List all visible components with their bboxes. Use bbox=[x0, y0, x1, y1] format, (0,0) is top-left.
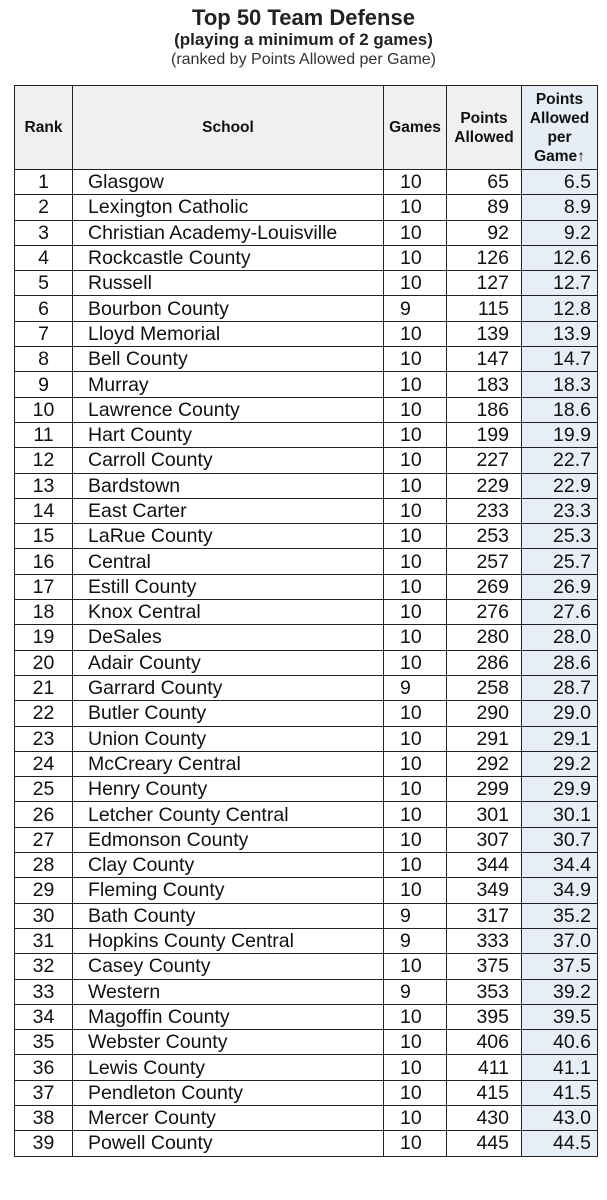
points-per-game-cell: 28.6 bbox=[522, 650, 598, 675]
school-cell: Central bbox=[73, 549, 384, 574]
table-row[interactable] bbox=[15, 524, 598, 549]
table-row[interactable] bbox=[15, 827, 598, 852]
points-per-game-cell: 34.4 bbox=[522, 853, 598, 878]
table-row[interactable] bbox=[15, 979, 598, 1004]
rank-cell: 30 bbox=[15, 903, 73, 928]
games-cell: 10 bbox=[384, 954, 447, 979]
points-per-game-cell: 26.9 bbox=[522, 574, 598, 599]
rank-cell: 38 bbox=[15, 1105, 73, 1130]
points-per-game-cell: 39.5 bbox=[522, 1004, 598, 1029]
column-header-rank[interactable]: Rank bbox=[15, 86, 73, 170]
school-cell: Carroll County bbox=[73, 448, 384, 473]
school-cell: Pendleton County bbox=[73, 1080, 384, 1105]
games-cell: 9 bbox=[384, 979, 447, 1004]
table-row[interactable] bbox=[15, 321, 598, 346]
points-allowed-cell: 411 bbox=[447, 1055, 522, 1080]
points-per-game-cell: 14.7 bbox=[522, 347, 598, 372]
rank-cell: 16 bbox=[15, 549, 73, 574]
rank-cell: 5 bbox=[15, 271, 73, 296]
games-cell: 10 bbox=[384, 220, 447, 245]
points-per-game-cell: 41.1 bbox=[522, 1055, 598, 1080]
points-per-game-cell: 29.9 bbox=[522, 777, 598, 802]
school-cell: Mercer County bbox=[73, 1105, 384, 1130]
points-per-game-cell: 30.1 bbox=[522, 802, 598, 827]
school-cell: Lawrence County bbox=[73, 397, 384, 422]
points-per-game-cell: 9.2 bbox=[522, 220, 598, 245]
rank-cell: 1 bbox=[15, 170, 73, 195]
school-cell: Adair County bbox=[73, 650, 384, 675]
rank-cell: 19 bbox=[15, 625, 73, 650]
points-per-game-cell: 35.2 bbox=[522, 903, 598, 928]
games-cell: 10 bbox=[384, 170, 447, 195]
table-row[interactable] bbox=[15, 498, 598, 523]
rank-cell: 21 bbox=[15, 675, 73, 700]
points-allowed-cell: 375 bbox=[447, 954, 522, 979]
table-row[interactable] bbox=[15, 448, 598, 473]
games-cell: 10 bbox=[384, 1030, 447, 1055]
points-per-game-cell: 29.0 bbox=[522, 701, 598, 726]
rank-cell: 36 bbox=[15, 1055, 73, 1080]
games-cell: 10 bbox=[384, 878, 447, 903]
table-row[interactable] bbox=[15, 372, 598, 397]
rank-cell: 22 bbox=[15, 701, 73, 726]
points-allowed-cell: 406 bbox=[447, 1030, 522, 1055]
defense-table bbox=[14, 85, 598, 1157]
points-allowed-cell: 65 bbox=[447, 170, 522, 195]
games-cell: 10 bbox=[384, 853, 447, 878]
points-allowed-cell: 147 bbox=[447, 347, 522, 372]
rank-cell: 20 bbox=[15, 650, 73, 675]
points-per-game-cell: 18.6 bbox=[522, 397, 598, 422]
points-allowed-cell: 415 bbox=[447, 1080, 522, 1105]
column-header-points-allowed[interactable]: Points Allowed bbox=[447, 86, 522, 170]
games-cell: 10 bbox=[384, 827, 447, 852]
school-cell: Union County bbox=[73, 726, 384, 751]
points-per-game-cell: 6.5 bbox=[522, 170, 598, 195]
ranking-note: (ranked by Points Allowed per Game) bbox=[170, 51, 436, 68]
games-cell: 10 bbox=[384, 701, 447, 726]
points-per-game-cell: 12.6 bbox=[522, 245, 598, 270]
table-row[interactable] bbox=[15, 1004, 598, 1029]
table-row[interactable] bbox=[15, 473, 598, 498]
table-row[interactable] bbox=[15, 245, 598, 270]
rank-cell: 35 bbox=[15, 1030, 73, 1055]
games-cell: 10 bbox=[384, 1080, 447, 1105]
games-cell: 10 bbox=[384, 271, 447, 296]
games-cell: 10 bbox=[384, 1004, 447, 1029]
points-per-game-cell: 12.7 bbox=[522, 271, 598, 296]
table-row[interactable] bbox=[15, 1030, 598, 1055]
games-cell: 10 bbox=[384, 751, 447, 776]
games-cell: 10 bbox=[384, 524, 447, 549]
school-cell: Butler County bbox=[73, 701, 384, 726]
points-per-game-cell: 25.7 bbox=[522, 549, 598, 574]
games-cell: 10 bbox=[384, 1105, 447, 1130]
games-cell: 10 bbox=[384, 422, 447, 447]
column-header-games[interactable]: Games bbox=[384, 86, 447, 170]
rank-cell: 33 bbox=[15, 979, 73, 1004]
points-per-game-cell: 28.7 bbox=[522, 675, 598, 700]
table-row[interactable] bbox=[15, 1131, 598, 1156]
table-row[interactable] bbox=[15, 853, 598, 878]
table-row[interactable] bbox=[15, 549, 598, 574]
school-cell: Bell County bbox=[73, 347, 384, 372]
school-cell: Fleming County bbox=[73, 878, 384, 903]
school-cell: Casey County bbox=[73, 954, 384, 979]
rank-cell: 31 bbox=[15, 928, 73, 953]
table-row[interactable] bbox=[15, 650, 598, 675]
games-cell: 9 bbox=[384, 903, 447, 928]
table-row[interactable] bbox=[15, 878, 598, 903]
games-cell: 10 bbox=[384, 625, 447, 650]
points-allowed-cell: 199 bbox=[447, 422, 522, 447]
rank-cell: 9 bbox=[15, 372, 73, 397]
school-cell: Lexington Catholic bbox=[73, 195, 384, 220]
table-row[interactable] bbox=[15, 347, 598, 372]
rank-cell: 15 bbox=[15, 524, 73, 549]
table-row[interactable] bbox=[15, 170, 598, 195]
points-per-game-cell: 37.0 bbox=[522, 928, 598, 953]
school-cell: DeSales bbox=[73, 625, 384, 650]
points-per-game-cell: 25.3 bbox=[522, 524, 598, 549]
games-cell: 9 bbox=[384, 675, 447, 700]
table-body bbox=[15, 170, 598, 1157]
table-row[interactable] bbox=[15, 802, 598, 827]
school-cell: Webster County bbox=[73, 1030, 384, 1055]
points-allowed-cell: 430 bbox=[447, 1105, 522, 1130]
table-row[interactable] bbox=[15, 675, 598, 700]
school-cell: LaRue County bbox=[73, 524, 384, 549]
rank-cell: 3 bbox=[15, 220, 73, 245]
table-row[interactable] bbox=[15, 220, 598, 245]
school-cell: McCreary Central bbox=[73, 751, 384, 776]
rank-cell: 10 bbox=[15, 397, 73, 422]
rank-cell: 8 bbox=[15, 347, 73, 372]
points-per-game-cell: 29.1 bbox=[522, 726, 598, 751]
rank-cell: 39 bbox=[15, 1131, 73, 1156]
points-allowed-cell: 301 bbox=[447, 802, 522, 827]
rank-cell: 27 bbox=[15, 827, 73, 852]
school-cell: Russell bbox=[73, 271, 384, 296]
rank-cell: 7 bbox=[15, 321, 73, 346]
school-cell: East Carter bbox=[73, 498, 384, 523]
table-row[interactable] bbox=[15, 751, 598, 776]
games-cell: 10 bbox=[384, 1055, 447, 1080]
table-row[interactable] bbox=[15, 928, 598, 953]
sort-ascending-icon[interactable]: ↑ bbox=[577, 147, 585, 165]
rank-cell: 11 bbox=[15, 422, 73, 447]
points-per-game-cell: 40.6 bbox=[522, 1030, 598, 1055]
points-allowed-cell: 292 bbox=[447, 751, 522, 776]
school-cell: Bath County bbox=[73, 903, 384, 928]
points-per-game-cell: 19.9 bbox=[522, 422, 598, 447]
school-cell: Western bbox=[73, 979, 384, 1004]
rank-cell: 32 bbox=[15, 954, 73, 979]
school-cell: Hart County bbox=[73, 422, 384, 447]
table-header bbox=[15, 86, 598, 170]
points-per-game-cell: 8.9 bbox=[522, 195, 598, 220]
school-cell: Lewis County bbox=[73, 1055, 384, 1080]
points-per-game-cell: 28.0 bbox=[522, 625, 598, 650]
games-cell: 10 bbox=[384, 195, 447, 220]
games-cell: 10 bbox=[384, 245, 447, 270]
points-allowed-cell: 269 bbox=[447, 574, 522, 599]
rank-cell: 18 bbox=[15, 600, 73, 625]
points-per-game-cell: 27.6 bbox=[522, 600, 598, 625]
games-cell: 9 bbox=[384, 296, 447, 321]
column-header-school[interactable]: School bbox=[73, 86, 384, 170]
table-row[interactable] bbox=[15, 625, 598, 650]
table-row[interactable] bbox=[15, 296, 598, 321]
points-allowed-cell: 227 bbox=[447, 448, 522, 473]
points-allowed-cell: 183 bbox=[447, 372, 522, 397]
table-row[interactable] bbox=[15, 1055, 598, 1080]
school-cell: Magoffin County bbox=[73, 1004, 384, 1029]
points-allowed-cell: 115 bbox=[447, 296, 522, 321]
games-cell: 9 bbox=[384, 928, 447, 953]
rank-cell: 25 bbox=[15, 777, 73, 802]
games-cell: 10 bbox=[384, 574, 447, 599]
points-allowed-cell: 92 bbox=[447, 220, 522, 245]
points-per-game-cell: 43.0 bbox=[522, 1105, 598, 1130]
points-per-game-cell: 34.9 bbox=[522, 878, 598, 903]
games-cell: 10 bbox=[384, 549, 447, 574]
rank-cell: 14 bbox=[15, 498, 73, 523]
school-cell: Letcher County Central bbox=[73, 802, 384, 827]
school-cell: Clay County bbox=[73, 853, 384, 878]
points-allowed-cell: 276 bbox=[447, 600, 522, 625]
school-cell: Powell County bbox=[73, 1131, 384, 1156]
games-cell: 10 bbox=[384, 1131, 447, 1156]
points-allowed-cell: 280 bbox=[447, 625, 522, 650]
games-cell: 10 bbox=[384, 347, 447, 372]
school-cell: Garrard County bbox=[73, 675, 384, 700]
rank-cell: 23 bbox=[15, 726, 73, 751]
points-allowed-cell: 253 bbox=[447, 524, 522, 549]
games-cell: 10 bbox=[384, 473, 447, 498]
table-row[interactable] bbox=[15, 701, 598, 726]
rank-cell: 28 bbox=[15, 853, 73, 878]
school-cell: Bourbon County bbox=[73, 296, 384, 321]
points-allowed-cell: 258 bbox=[447, 675, 522, 700]
school-cell: Christian Academy-Louisville bbox=[73, 220, 384, 245]
games-cell: 10 bbox=[384, 321, 447, 346]
points-per-game-cell: 41.5 bbox=[522, 1080, 598, 1105]
games-cell: 10 bbox=[384, 650, 447, 675]
rank-cell: 17 bbox=[15, 574, 73, 599]
table-row[interactable] bbox=[15, 422, 598, 447]
points-allowed-cell: 333 bbox=[447, 928, 522, 953]
games-cell: 10 bbox=[384, 448, 447, 473]
points-allowed-cell: 291 bbox=[447, 726, 522, 751]
points-allowed-cell: 299 bbox=[447, 777, 522, 802]
table-row[interactable] bbox=[15, 1105, 598, 1130]
points-allowed-cell: 233 bbox=[447, 498, 522, 523]
school-cell: Knox Central bbox=[73, 600, 384, 625]
points-per-game-cell: 30.7 bbox=[522, 827, 598, 852]
table-row[interactable] bbox=[15, 1080, 598, 1105]
points-allowed-cell: 344 bbox=[447, 853, 522, 878]
points-allowed-cell: 290 bbox=[447, 701, 522, 726]
school-cell: Lloyd Memorial bbox=[73, 321, 384, 346]
school-cell: Estill County bbox=[73, 574, 384, 599]
table-row[interactable] bbox=[15, 954, 598, 979]
rank-cell: 2 bbox=[15, 195, 73, 220]
page-subtitle: (playing a minimum of 2 games) bbox=[174, 30, 433, 49]
points-allowed-cell: 445 bbox=[447, 1131, 522, 1156]
title-block bbox=[0, 6, 607, 70]
school-cell: Rockcastle County bbox=[73, 245, 384, 270]
points-allowed-cell: 229 bbox=[447, 473, 522, 498]
points-per-game-cell: 22.9 bbox=[522, 473, 598, 498]
points-allowed-cell: 89 bbox=[447, 195, 522, 220]
rank-cell: 4 bbox=[15, 245, 73, 270]
games-cell: 10 bbox=[384, 498, 447, 523]
points-allowed-cell: 126 bbox=[447, 245, 522, 270]
points-per-game-cell: 13.9 bbox=[522, 321, 598, 346]
rank-cell: 29 bbox=[15, 878, 73, 903]
points-per-game-cell: 39.2 bbox=[522, 979, 598, 1004]
games-cell: 10 bbox=[384, 397, 447, 422]
points-allowed-cell: 286 bbox=[447, 650, 522, 675]
table-row[interactable] bbox=[15, 195, 598, 220]
games-cell: 10 bbox=[384, 802, 447, 827]
table-row[interactable] bbox=[15, 777, 598, 802]
rank-cell: 13 bbox=[15, 473, 73, 498]
points-per-game-cell: 29.2 bbox=[522, 751, 598, 776]
points-per-game-cell: 22.7 bbox=[522, 448, 598, 473]
school-cell: Hopkins County Central bbox=[73, 928, 384, 953]
points-per-game-cell: 18.3 bbox=[522, 372, 598, 397]
points-allowed-cell: 395 bbox=[447, 1004, 522, 1029]
rank-cell: 12 bbox=[15, 448, 73, 473]
points-allowed-cell: 257 bbox=[447, 549, 522, 574]
points-per-game-cell: 37.5 bbox=[522, 954, 598, 979]
school-cell: Glasgow bbox=[73, 170, 384, 195]
school-cell: Murray bbox=[73, 372, 384, 397]
school-cell: Henry County bbox=[73, 777, 384, 802]
school-cell: Bardstown bbox=[73, 473, 384, 498]
points-per-game-cell: 23.3 bbox=[522, 498, 598, 523]
rank-cell: 34 bbox=[15, 1004, 73, 1029]
table-row[interactable] bbox=[15, 397, 598, 422]
rank-cell: 37 bbox=[15, 1080, 73, 1105]
table-row[interactable] bbox=[15, 903, 598, 928]
rank-cell: 24 bbox=[15, 751, 73, 776]
games-cell: 10 bbox=[384, 372, 447, 397]
points-per-game-cell: 12.8 bbox=[522, 296, 598, 321]
table-row[interactable] bbox=[15, 574, 598, 599]
column-header-points-per-game[interactable]: Points Allowed per Game↑ bbox=[522, 86, 598, 170]
table-row[interactable] bbox=[15, 726, 598, 751]
rank-cell: 6 bbox=[15, 296, 73, 321]
points-per-game-cell: 44.5 bbox=[522, 1131, 598, 1156]
points-allowed-cell: 139 bbox=[447, 321, 522, 346]
games-cell: 10 bbox=[384, 777, 447, 802]
games-cell: 10 bbox=[384, 726, 447, 751]
points-allowed-cell: 349 bbox=[447, 878, 522, 903]
rank-cell: 26 bbox=[15, 802, 73, 827]
school-cell: Edmonson County bbox=[73, 827, 384, 852]
table-row[interactable] bbox=[15, 271, 598, 296]
games-cell: 10 bbox=[384, 600, 447, 625]
points-allowed-cell: 186 bbox=[447, 397, 522, 422]
page-title: Top 50 Team Defense bbox=[192, 5, 415, 30]
table-row[interactable] bbox=[15, 600, 598, 625]
header-row bbox=[15, 86, 598, 170]
points-allowed-cell: 353 bbox=[447, 979, 522, 1004]
points-allowed-cell: 127 bbox=[447, 271, 522, 296]
points-allowed-cell: 317 bbox=[447, 903, 522, 928]
points-allowed-cell: 307 bbox=[447, 827, 522, 852]
